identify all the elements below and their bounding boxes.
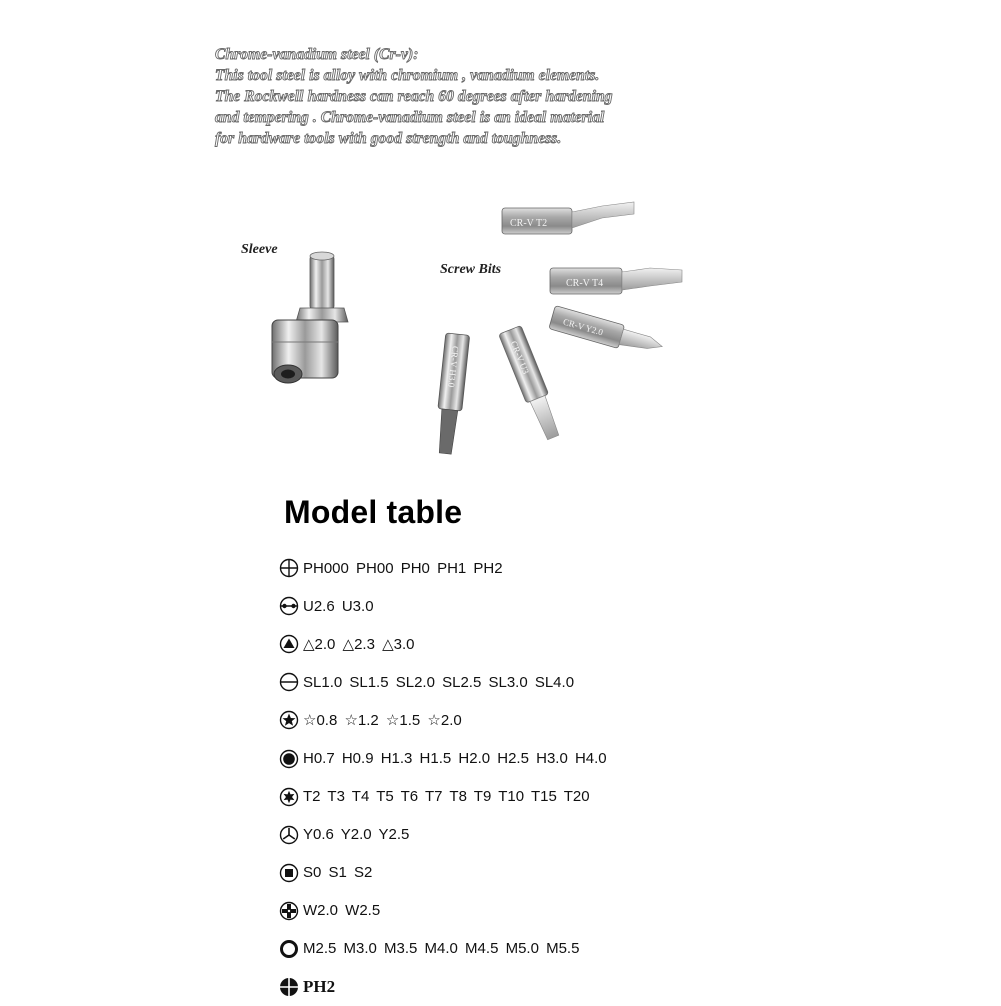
model-table bbox=[279, 549, 799, 1006]
square-icon bbox=[279, 863, 299, 883]
model-sizes: H0.7 H0.9 H1.3 H1.5 H2.0 H2.5 H3.0 H4.0 bbox=[303, 750, 607, 768]
screw-bit-t4 bbox=[550, 268, 682, 294]
sleeve-socket bbox=[272, 252, 348, 383]
tri-wing-icon bbox=[279, 825, 299, 845]
model-sizes: Y0.6 Y2.0 Y2.5 bbox=[303, 826, 410, 844]
model-sizes: T2 T3 T4 T5 T6 T7 T8 T9 T10 T15 T20 bbox=[303, 788, 590, 806]
screw-bit-t2 bbox=[502, 202, 634, 234]
model-row bbox=[279, 549, 799, 587]
model-sizes: U2.6 U3.0 bbox=[303, 597, 374, 615]
screw-bit-y2 bbox=[549, 306, 665, 360]
model-sizes: ☆0.8 ☆1.2 ☆1.5 ☆2.0 bbox=[303, 712, 462, 730]
torx-icon bbox=[279, 787, 299, 807]
screw-bits-caption: Screw Bits bbox=[440, 262, 502, 277]
screw-bit-u3 bbox=[499, 325, 565, 442]
bit-label: CR-V Y2.0 bbox=[561, 316, 605, 338]
model-row bbox=[279, 587, 799, 625]
product-photo bbox=[230, 190, 700, 470]
model-sizes: PH2 bbox=[303, 977, 336, 997]
model-row bbox=[279, 968, 799, 1006]
bit-label: CR-V U3 bbox=[508, 339, 531, 376]
model-row bbox=[279, 816, 799, 854]
u-type-icon bbox=[279, 596, 299, 616]
model-sizes: PH000 PH00 PH0 PH1 PH2 bbox=[303, 559, 503, 577]
model-sizes: W2.0 W2.5 bbox=[303, 902, 381, 920]
model-row bbox=[279, 625, 799, 663]
model-row bbox=[279, 892, 799, 930]
model-row bbox=[279, 778, 799, 816]
model-sizes: SL1.0 SL1.5 SL2.0 SL2.5 SL3.0 SL4.0 bbox=[303, 673, 575, 691]
hex-icon bbox=[279, 749, 299, 769]
sleeve-caption: Sleeve bbox=[241, 242, 278, 257]
phillips-icon bbox=[279, 558, 299, 578]
model-row bbox=[279, 701, 799, 739]
model-row bbox=[279, 854, 799, 892]
description-line: for hardware tools with good strength and toughness. bbox=[215, 130, 562, 147]
bit-label: CR-V H3.0 bbox=[446, 345, 461, 388]
bit-label: CR-V T2 bbox=[510, 218, 548, 229]
description-line: This tool steel is alloy with chromium , vanadium elements. bbox=[215, 67, 600, 84]
model-sizes: △2.0 △2.3 △3.0 bbox=[303, 636, 415, 654]
model-row bbox=[279, 739, 799, 777]
description-line: The Rockwell hardness can reach 60 degrees after hardening bbox=[215, 88, 613, 105]
material-description bbox=[215, 44, 695, 149]
pentalobe-star-icon bbox=[279, 710, 299, 730]
description-line: Chrome-vanadium steel (Cr-v): bbox=[215, 46, 419, 63]
cross-w-icon bbox=[279, 901, 299, 921]
model-sizes: M2.5 M3.0 M3.5 M4.0 M4.5 M5.0 M5.5 bbox=[303, 940, 580, 958]
model-row bbox=[279, 663, 799, 701]
solid-phillips-icon bbox=[279, 977, 299, 997]
model-sizes: S0 S1 S2 bbox=[303, 864, 373, 882]
ring-icon bbox=[279, 939, 299, 959]
slotted-icon bbox=[279, 672, 299, 692]
screw-bit-h3 bbox=[433, 333, 469, 455]
model-table-title: Model table bbox=[284, 494, 463, 530]
product-illustration bbox=[230, 190, 700, 470]
model-row bbox=[279, 930, 799, 968]
bit-label: CR-V T4 bbox=[566, 278, 604, 289]
triangle-icon bbox=[279, 634, 299, 654]
description-line: and tempering . Chrome-vanadium steel is an ideal material bbox=[215, 109, 605, 126]
